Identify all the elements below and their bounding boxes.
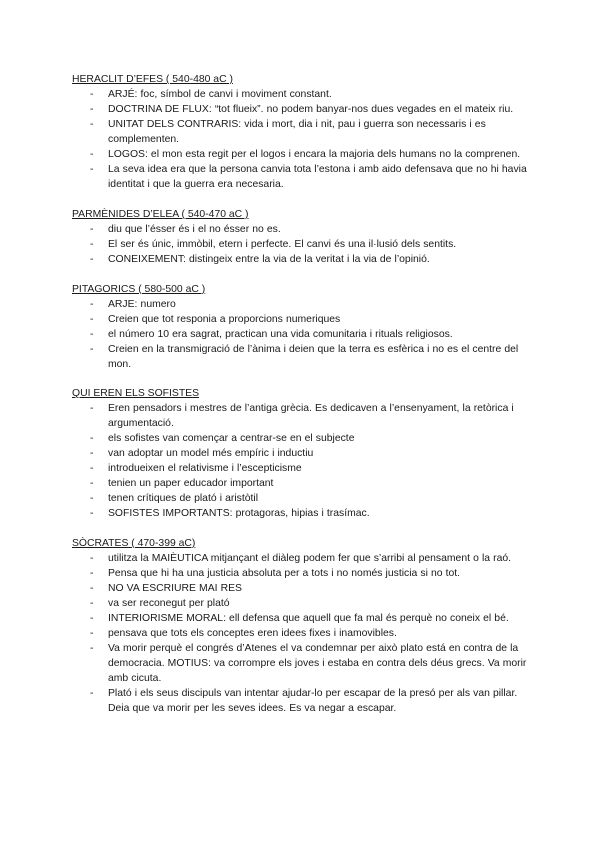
list-item: - els sofistes van començar a centrar-se en el subjecte (90, 433, 355, 444)
bullet-list (72, 87, 534, 192)
dash-bullet: - (90, 149, 94, 160)
section-title: PARMÈNIDES D’ELEA ( 540-470 aC ) (72, 209, 249, 220)
list-item: - van adoptar un model més empíric i inductiu (90, 448, 314, 459)
dash-bullet: - (90, 314, 94, 325)
bullet-list (72, 401, 534, 521)
dash-bullet: - (90, 89, 94, 100)
section-pitagorics (72, 283, 534, 372)
dash-bullet: - (90, 344, 94, 355)
list-item: - LOGOS: el mon esta regit per el logos i encara la majoria dels humans no la comprenen. (90, 149, 521, 160)
dash-bullet: - (90, 164, 94, 175)
section-socrates (72, 537, 534, 716)
section-title: QUI EREN ELS SOFISTES (72, 388, 200, 399)
dash-bullet: - (90, 628, 94, 639)
section-sofistes (72, 387, 534, 521)
section-title: SÒCRATES ( 470-399 aC) (72, 538, 196, 549)
list-item: - ARJE: numero (90, 299, 176, 310)
bullet-list (72, 297, 534, 372)
dash-bullet: - (90, 299, 94, 310)
list-item: - tenen crítiques de plató i aristòtil (90, 493, 259, 504)
list-item: - Va morir perquè el congrés d’Atenes el va condemnar per això plato está en contra de la democracia. MOTIUS: va corrompre els joves i estaba en contra dels déus grecs. Va morir amb cicuta. (90, 643, 527, 684)
section-title: HERACLIT D’EFES ( 540-480 aC ) (72, 74, 233, 85)
list-item: - Plató i els seus discipuls van intentar ajudar-lo per escapar de la presó per als van pillar. Deia que va morir per les seves idees. Es va negar a escapar. (90, 688, 518, 714)
list-item: - Pensa que hi ha una justicia absoluta per a tots i no només justicia si no tot. (90, 568, 461, 579)
dash-bullet: - (90, 493, 94, 504)
dash-bullet: - (90, 463, 94, 474)
dash-bullet: - (90, 239, 94, 250)
list-item: - diu que l’ésser és i el no ésser no es. (90, 224, 281, 235)
list-item: - SOFISTES IMPORTANTS: protagoras, hipias i trasímac. (90, 508, 370, 519)
list-item: - La seva idea era que la persona canvia tota l’estona i amb aido defensava que no hi havia identitat i que la guerra era necesaria. (90, 164, 527, 190)
section-heraclit (72, 73, 534, 192)
section-parmenides (72, 208, 534, 267)
dash-bullet: - (90, 403, 94, 414)
section-title: PITAGORICS ( 580-500 aC ) (72, 284, 206, 295)
dash-bullet: - (90, 478, 94, 489)
dash-bullet: - (90, 598, 94, 609)
dash-bullet: - (90, 613, 94, 624)
list-item: - ARJÉ: foc, símbol de canvi i moviment constant. (90, 89, 332, 100)
list-item: - introdueixen el relativisme i l’escepticisme (90, 463, 302, 474)
dash-bullet: - (90, 329, 94, 340)
bullet-list (72, 222, 534, 267)
list-item: - UNITAT DELS CONTRARIS: vida i mort, dia i nit, pau i guerra son necessaris i es complementen. (90, 119, 486, 145)
list-item: - Creien en la transmigració de l’ànima i deien que la terra es esfèrica i no es el centre del mon. (90, 344, 519, 370)
dash-bullet: - (90, 583, 94, 594)
list-item: - va ser reconegut per plató (90, 598, 230, 609)
list-item: - el número 10 era sagrat, practican una vida comunitaria i rituals religiosos. (90, 329, 453, 340)
bullet-list (72, 551, 534, 716)
dash-bullet: - (90, 224, 94, 235)
list-item: - INTERIORISME MORAL: ell defensa que aquell que fa mal és perquè no coneix el bé. (90, 613, 509, 624)
dash-bullet: - (90, 119, 94, 130)
list-item: - NO VA ESCRIURE MAI RES (90, 583, 242, 594)
list-item: - CONEIXEMENT: distingeix entre la via de la veritat i la via de l’opinió. (90, 254, 430, 265)
dash-bullet: - (90, 643, 94, 654)
list-item: - tenien un paper educador important (90, 478, 274, 489)
dash-bullet: - (90, 508, 94, 519)
list-item: - El ser és únic, immòbil, etern i perfecte. El canvi és una il·lusió dels sentits. (90, 239, 457, 250)
list-item: - utilitza la MAIÈUTICA mitjançant el diàleg podem fer que s’arribi al pensament o la raó. (90, 553, 512, 564)
list-item: - DOCTRINA DE FLUX: “tot flueix”. no podem banyar-nos dues vegades en el mateix riu. (90, 104, 514, 115)
dash-bullet: - (90, 688, 94, 699)
dash-bullet: - (90, 433, 94, 444)
list-item: - pensava que tots els conceptes eren idees fixes i inamovibles. (90, 628, 397, 639)
list-item: - Creien que tot responia a proporcions numeriques (90, 314, 341, 325)
list-item: - Eren pensadors i mestres de l’antiga grècia. Es dedicaven a l’ensenyament, la retòrica i argumentació. (90, 403, 514, 429)
dash-bullet: - (90, 568, 94, 579)
dash-bullet: - (90, 104, 94, 115)
dash-bullet: - (90, 553, 94, 564)
dash-bullet: - (90, 448, 94, 459)
dash-bullet: - (90, 254, 94, 265)
